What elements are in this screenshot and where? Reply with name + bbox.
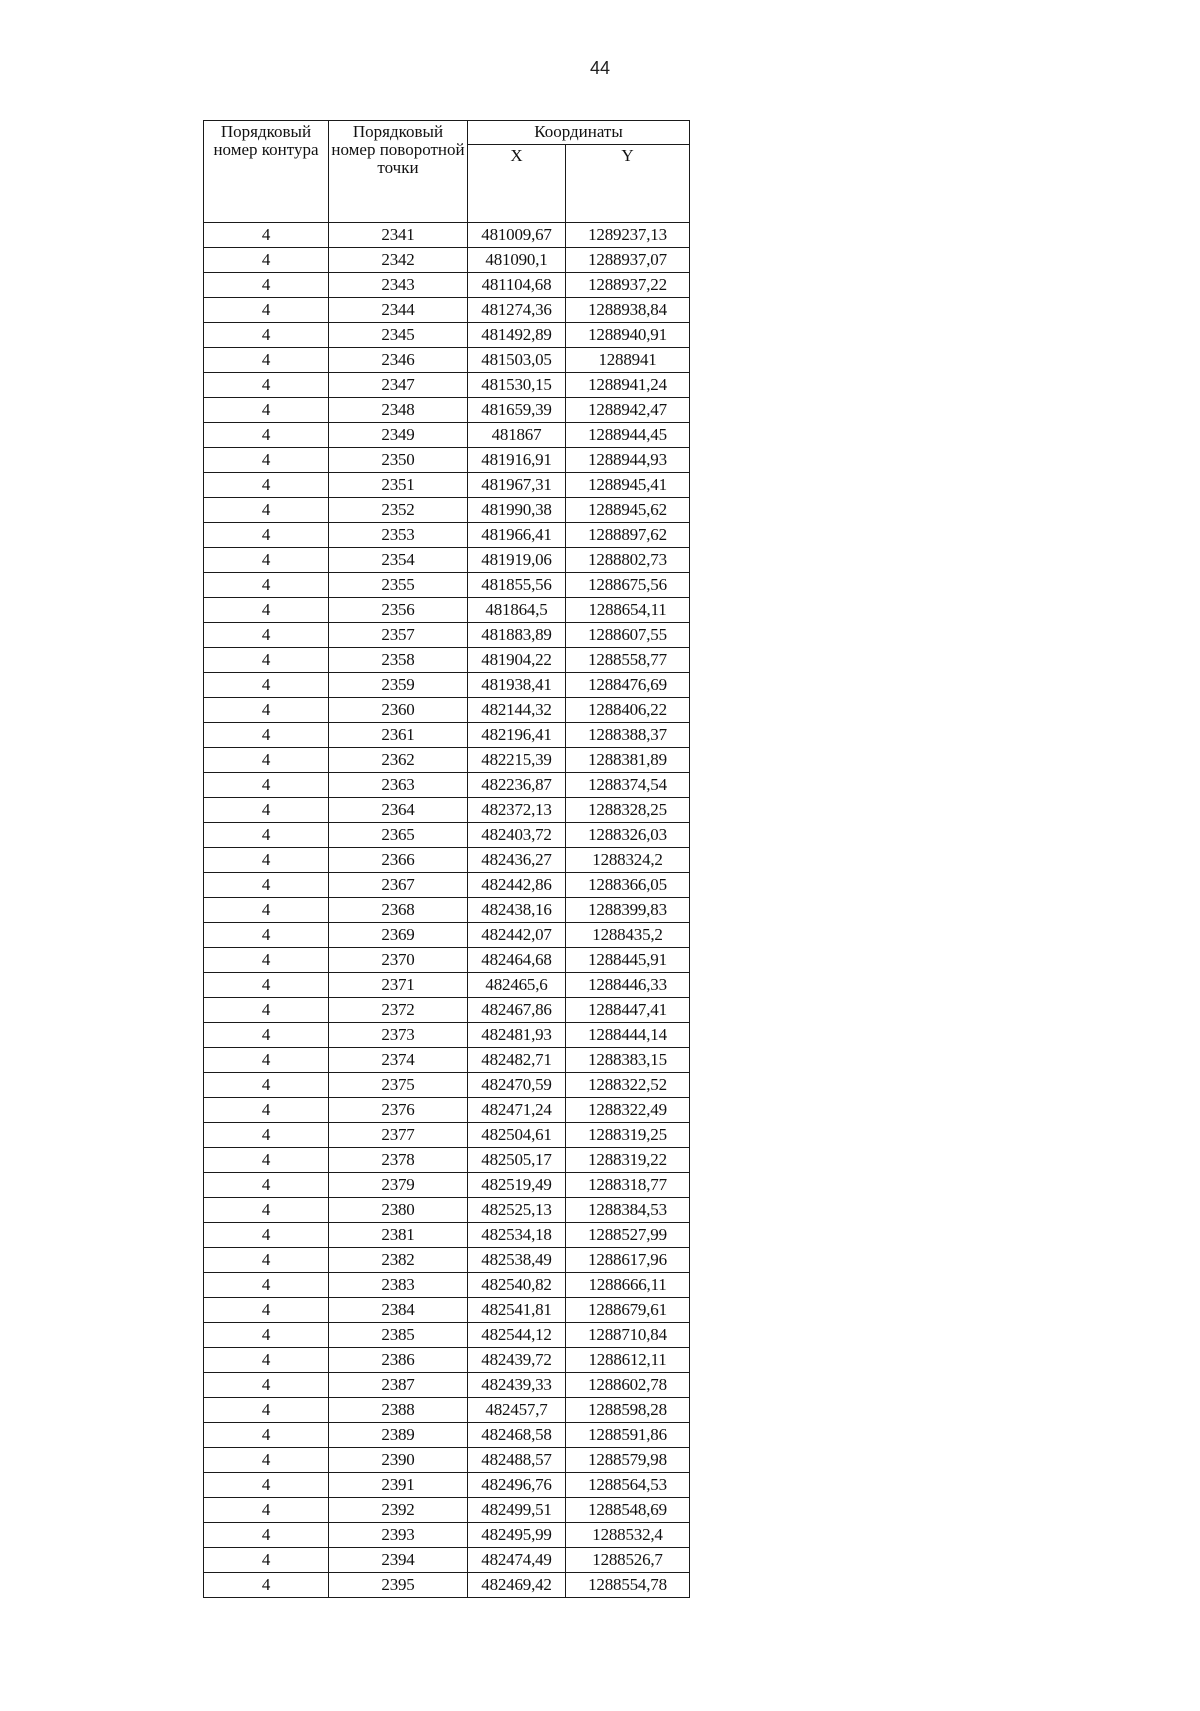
cell-contour-number: 4 bbox=[204, 598, 329, 623]
cell-x-coordinate: 481090,1 bbox=[468, 248, 566, 273]
table-row bbox=[204, 1523, 690, 1548]
cell-contour-number: 4 bbox=[204, 223, 329, 248]
cell-point-number: 2342 bbox=[329, 248, 468, 273]
cell-y-coordinate: 1288602,78 bbox=[566, 1373, 690, 1398]
table-row bbox=[204, 1223, 690, 1248]
cell-x-coordinate: 481919,06 bbox=[468, 548, 566, 573]
cell-contour-number: 4 bbox=[204, 948, 329, 973]
table-row bbox=[204, 1273, 690, 1298]
cell-point-number: 2363 bbox=[329, 773, 468, 798]
cell-point-number: 2393 bbox=[329, 1523, 468, 1548]
cell-contour-number: 4 bbox=[204, 373, 329, 398]
table-row bbox=[204, 498, 690, 523]
table-row bbox=[204, 273, 690, 298]
cell-point-number: 2373 bbox=[329, 1023, 468, 1048]
cell-contour-number: 4 bbox=[204, 1048, 329, 1073]
cell-contour-number: 4 bbox=[204, 973, 329, 998]
page-number: 44 bbox=[589, 58, 611, 78]
cell-y-coordinate: 1288446,33 bbox=[566, 973, 690, 998]
cell-x-coordinate: 482438,16 bbox=[468, 898, 566, 923]
table-row bbox=[204, 323, 690, 348]
cell-x-coordinate: 481904,22 bbox=[468, 648, 566, 673]
cell-contour-number: 4 bbox=[204, 1523, 329, 1548]
cell-contour-number: 4 bbox=[204, 348, 329, 373]
cell-point-number: 2390 bbox=[329, 1448, 468, 1473]
cell-y-coordinate: 1288945,62 bbox=[566, 498, 690, 523]
table-row bbox=[204, 748, 690, 773]
cell-x-coordinate: 482504,61 bbox=[468, 1123, 566, 1148]
cell-contour-number: 4 bbox=[204, 423, 329, 448]
table-row bbox=[204, 373, 690, 398]
cell-x-coordinate: 481916,91 bbox=[468, 448, 566, 473]
cell-x-coordinate: 482496,76 bbox=[468, 1473, 566, 1498]
table-row bbox=[204, 1173, 690, 1198]
cell-point-number: 2348 bbox=[329, 398, 468, 423]
table-row bbox=[204, 1373, 690, 1398]
cell-y-coordinate: 1288938,84 bbox=[566, 298, 690, 323]
cell-y-coordinate: 1288654,11 bbox=[566, 598, 690, 623]
cell-point-number: 2353 bbox=[329, 523, 468, 548]
cell-point-number: 2385 bbox=[329, 1323, 468, 1348]
cell-contour-number: 4 bbox=[204, 1373, 329, 1398]
table-row bbox=[204, 998, 690, 1023]
cell-point-number: 2384 bbox=[329, 1298, 468, 1323]
table-row bbox=[204, 623, 690, 648]
cell-x-coordinate: 482482,71 bbox=[468, 1048, 566, 1073]
coordinates-table bbox=[203, 120, 690, 1598]
table-row bbox=[204, 1023, 690, 1048]
cell-point-number: 2361 bbox=[329, 723, 468, 748]
cell-y-coordinate: 1288591,86 bbox=[566, 1423, 690, 1448]
cell-point-number: 2356 bbox=[329, 598, 468, 623]
cell-contour-number: 4 bbox=[204, 1173, 329, 1198]
header-coordinates: Координаты bbox=[468, 121, 690, 145]
table-row bbox=[204, 873, 690, 898]
cell-x-coordinate: 482495,99 bbox=[468, 1523, 566, 1548]
cell-point-number: 2368 bbox=[329, 898, 468, 923]
cell-x-coordinate: 481492,89 bbox=[468, 323, 566, 348]
table-row bbox=[204, 648, 690, 673]
cell-contour-number: 4 bbox=[204, 1198, 329, 1223]
cell-x-coordinate: 482534,18 bbox=[468, 1223, 566, 1248]
cell-y-coordinate: 1288617,96 bbox=[566, 1248, 690, 1273]
cell-x-coordinate: 481966,41 bbox=[468, 523, 566, 548]
cell-point-number: 2386 bbox=[329, 1348, 468, 1373]
cell-contour-number: 4 bbox=[204, 1298, 329, 1323]
table-row bbox=[204, 948, 690, 973]
cell-x-coordinate: 482236,87 bbox=[468, 773, 566, 798]
cell-contour-number: 4 bbox=[204, 1573, 329, 1598]
cell-point-number: 2359 bbox=[329, 673, 468, 698]
cell-x-coordinate: 481867 bbox=[468, 423, 566, 448]
cell-x-coordinate: 482144,32 bbox=[468, 698, 566, 723]
cell-contour-number: 4 bbox=[204, 1273, 329, 1298]
cell-point-number: 2392 bbox=[329, 1498, 468, 1523]
cell-y-coordinate: 1288324,2 bbox=[566, 848, 690, 873]
cell-y-coordinate: 1288937,22 bbox=[566, 273, 690, 298]
cell-contour-number: 4 bbox=[204, 448, 329, 473]
cell-y-coordinate: 1288322,49 bbox=[566, 1098, 690, 1123]
cell-point-number: 2376 bbox=[329, 1098, 468, 1123]
cell-point-number: 2379 bbox=[329, 1173, 468, 1198]
table-row bbox=[204, 1473, 690, 1498]
cell-x-coordinate: 482519,49 bbox=[468, 1173, 566, 1198]
table-row bbox=[204, 1098, 690, 1123]
cell-contour-number: 4 bbox=[204, 323, 329, 348]
cell-y-coordinate: 1288445,91 bbox=[566, 948, 690, 973]
table-row bbox=[204, 1123, 690, 1148]
cell-point-number: 2383 bbox=[329, 1273, 468, 1298]
table-row bbox=[204, 348, 690, 373]
cell-y-coordinate: 1288366,05 bbox=[566, 873, 690, 898]
cell-y-coordinate: 1289237,13 bbox=[566, 223, 690, 248]
cell-contour-number: 4 bbox=[204, 1148, 329, 1173]
cell-point-number: 2391 bbox=[329, 1473, 468, 1498]
cell-y-coordinate: 1288383,15 bbox=[566, 1048, 690, 1073]
cell-contour-number: 4 bbox=[204, 523, 329, 548]
cell-x-coordinate: 481883,89 bbox=[468, 623, 566, 648]
table-row bbox=[204, 1198, 690, 1223]
cell-contour-number: 4 bbox=[204, 248, 329, 273]
cell-point-number: 2367 bbox=[329, 873, 468, 898]
cell-x-coordinate: 481990,38 bbox=[468, 498, 566, 523]
cell-point-number: 2354 bbox=[329, 548, 468, 573]
cell-x-coordinate: 482540,82 bbox=[468, 1273, 566, 1298]
cell-point-number: 2374 bbox=[329, 1048, 468, 1073]
cell-point-number: 2355 bbox=[329, 573, 468, 598]
cell-y-coordinate: 1288598,28 bbox=[566, 1398, 690, 1423]
cell-y-coordinate: 1288374,54 bbox=[566, 773, 690, 798]
table-row bbox=[204, 898, 690, 923]
cell-x-coordinate: 481967,31 bbox=[468, 473, 566, 498]
cell-point-number: 2375 bbox=[329, 1073, 468, 1098]
table-header bbox=[204, 121, 690, 223]
cell-contour-number: 4 bbox=[204, 1023, 329, 1048]
cell-contour-number: 4 bbox=[204, 1223, 329, 1248]
cell-contour-number: 4 bbox=[204, 1448, 329, 1473]
cell-x-coordinate: 481659,39 bbox=[468, 398, 566, 423]
cell-y-coordinate: 1288666,11 bbox=[566, 1273, 690, 1298]
cell-y-coordinate: 1288554,78 bbox=[566, 1573, 690, 1598]
table-row bbox=[204, 848, 690, 873]
cell-y-coordinate: 1288319,25 bbox=[566, 1123, 690, 1148]
cell-contour-number: 4 bbox=[204, 398, 329, 423]
cell-point-number: 2381 bbox=[329, 1223, 468, 1248]
cell-point-number: 2341 bbox=[329, 223, 468, 248]
table-row bbox=[204, 1423, 690, 1448]
cell-y-coordinate: 1288679,61 bbox=[566, 1298, 690, 1323]
cell-x-coordinate: 482436,27 bbox=[468, 848, 566, 873]
header-point-number: Порядковый номер поворотной точки bbox=[329, 121, 468, 223]
table-row bbox=[204, 448, 690, 473]
cell-x-coordinate: 481274,36 bbox=[468, 298, 566, 323]
cell-contour-number: 4 bbox=[204, 573, 329, 598]
cell-y-coordinate: 1288447,41 bbox=[566, 998, 690, 1023]
cell-x-coordinate: 481855,56 bbox=[468, 573, 566, 598]
table-row bbox=[204, 773, 690, 798]
cell-y-coordinate: 1288399,83 bbox=[566, 898, 690, 923]
table-row bbox=[204, 598, 690, 623]
cell-contour-number: 4 bbox=[204, 1498, 329, 1523]
cell-x-coordinate: 482481,93 bbox=[468, 1023, 566, 1048]
cell-contour-number: 4 bbox=[204, 673, 329, 698]
cell-point-number: 2360 bbox=[329, 698, 468, 723]
cell-contour-number: 4 bbox=[204, 1398, 329, 1423]
cell-y-coordinate: 1288944,93 bbox=[566, 448, 690, 473]
cell-y-coordinate: 1288444,14 bbox=[566, 1023, 690, 1048]
cell-point-number: 2351 bbox=[329, 473, 468, 498]
cell-y-coordinate: 1288941 bbox=[566, 348, 690, 373]
cell-contour-number: 4 bbox=[204, 473, 329, 498]
cell-y-coordinate: 1288328,25 bbox=[566, 798, 690, 823]
cell-contour-number: 4 bbox=[204, 1473, 329, 1498]
cell-x-coordinate: 482196,41 bbox=[468, 723, 566, 748]
cell-y-coordinate: 1288710,84 bbox=[566, 1323, 690, 1348]
cell-y-coordinate: 1288802,73 bbox=[566, 548, 690, 573]
cell-y-coordinate: 1288406,22 bbox=[566, 698, 690, 723]
table-row bbox=[204, 1398, 690, 1423]
cell-point-number: 2347 bbox=[329, 373, 468, 398]
cell-point-number: 2344 bbox=[329, 298, 468, 323]
cell-x-coordinate: 482474,49 bbox=[468, 1548, 566, 1573]
cell-point-number: 2349 bbox=[329, 423, 468, 448]
cell-point-number: 2350 bbox=[329, 448, 468, 473]
cell-point-number: 2357 bbox=[329, 623, 468, 648]
cell-contour-number: 4 bbox=[204, 1423, 329, 1448]
table-row bbox=[204, 1448, 690, 1473]
cell-x-coordinate: 482505,17 bbox=[468, 1148, 566, 1173]
cell-x-coordinate: 482439,33 bbox=[468, 1373, 566, 1398]
cell-x-coordinate: 482442,86 bbox=[468, 873, 566, 898]
cell-contour-number: 4 bbox=[204, 648, 329, 673]
cell-y-coordinate: 1288607,55 bbox=[566, 623, 690, 648]
table-row bbox=[204, 298, 690, 323]
cell-x-coordinate: 482469,42 bbox=[468, 1573, 566, 1598]
cell-point-number: 2387 bbox=[329, 1373, 468, 1398]
cell-y-coordinate: 1288937,07 bbox=[566, 248, 690, 273]
table-row bbox=[204, 923, 690, 948]
table-row bbox=[204, 1498, 690, 1523]
cell-y-coordinate: 1288388,37 bbox=[566, 723, 690, 748]
cell-x-coordinate: 481503,05 bbox=[468, 348, 566, 373]
table-row bbox=[204, 223, 690, 248]
cell-x-coordinate: 482467,86 bbox=[468, 998, 566, 1023]
cell-x-coordinate: 482470,59 bbox=[468, 1073, 566, 1098]
cell-y-coordinate: 1288384,53 bbox=[566, 1198, 690, 1223]
cell-contour-number: 4 bbox=[204, 1548, 329, 1573]
table-row bbox=[204, 398, 690, 423]
table-row bbox=[204, 1323, 690, 1348]
table-row bbox=[204, 523, 690, 548]
table-row bbox=[204, 248, 690, 273]
table-row bbox=[204, 1148, 690, 1173]
cell-point-number: 2378 bbox=[329, 1148, 468, 1173]
table-row bbox=[204, 573, 690, 598]
cell-x-coordinate: 481530,15 bbox=[468, 373, 566, 398]
table-row bbox=[204, 1298, 690, 1323]
cell-y-coordinate: 1288579,98 bbox=[566, 1448, 690, 1473]
cell-x-coordinate: 482215,39 bbox=[468, 748, 566, 773]
table-row bbox=[204, 1048, 690, 1073]
cell-x-coordinate: 482544,12 bbox=[468, 1323, 566, 1348]
cell-contour-number: 4 bbox=[204, 923, 329, 948]
table-row bbox=[204, 798, 690, 823]
cell-point-number: 2362 bbox=[329, 748, 468, 773]
cell-y-coordinate: 1288322,52 bbox=[566, 1073, 690, 1098]
cell-contour-number: 4 bbox=[204, 998, 329, 1023]
cell-x-coordinate: 482439,72 bbox=[468, 1348, 566, 1373]
cell-x-coordinate: 481864,5 bbox=[468, 598, 566, 623]
cell-x-coordinate: 482541,81 bbox=[468, 1298, 566, 1323]
table-row bbox=[204, 1248, 690, 1273]
cell-contour-number: 4 bbox=[204, 1123, 329, 1148]
cell-contour-number: 4 bbox=[204, 698, 329, 723]
cell-point-number: 2365 bbox=[329, 823, 468, 848]
cell-y-coordinate: 1288318,77 bbox=[566, 1173, 690, 1198]
cell-point-number: 2364 bbox=[329, 798, 468, 823]
cell-x-coordinate: 481938,41 bbox=[468, 673, 566, 698]
cell-point-number: 2343 bbox=[329, 273, 468, 298]
cell-point-number: 2394 bbox=[329, 1548, 468, 1573]
table-row bbox=[204, 473, 690, 498]
cell-contour-number: 4 bbox=[204, 823, 329, 848]
cell-contour-number: 4 bbox=[204, 498, 329, 523]
table-row bbox=[204, 1573, 690, 1598]
cell-y-coordinate: 1288941,24 bbox=[566, 373, 690, 398]
cell-point-number: 2388 bbox=[329, 1398, 468, 1423]
cell-point-number: 2377 bbox=[329, 1123, 468, 1148]
cell-contour-number: 4 bbox=[204, 1348, 329, 1373]
table-row bbox=[204, 1348, 690, 1373]
table-body bbox=[204, 223, 690, 1598]
cell-point-number: 2366 bbox=[329, 848, 468, 873]
cell-x-coordinate: 482488,57 bbox=[468, 1448, 566, 1473]
cell-contour-number: 4 bbox=[204, 798, 329, 823]
cell-point-number: 2372 bbox=[329, 998, 468, 1023]
table-row bbox=[204, 823, 690, 848]
cell-x-coordinate: 482499,51 bbox=[468, 1498, 566, 1523]
table-row bbox=[204, 723, 690, 748]
cell-contour-number: 4 bbox=[204, 848, 329, 873]
cell-point-number: 2380 bbox=[329, 1198, 468, 1223]
cell-y-coordinate: 1288435,2 bbox=[566, 923, 690, 948]
cell-x-coordinate: 482372,13 bbox=[468, 798, 566, 823]
cell-x-coordinate: 482442,07 bbox=[468, 923, 566, 948]
cell-y-coordinate: 1288675,56 bbox=[566, 573, 690, 598]
cell-y-coordinate: 1288319,22 bbox=[566, 1148, 690, 1173]
cell-contour-number: 4 bbox=[204, 1323, 329, 1348]
cell-x-coordinate: 482457,7 bbox=[468, 1398, 566, 1423]
cell-x-coordinate: 482471,24 bbox=[468, 1098, 566, 1123]
cell-y-coordinate: 1288944,45 bbox=[566, 423, 690, 448]
cell-contour-number: 4 bbox=[204, 548, 329, 573]
cell-y-coordinate: 1288326,03 bbox=[566, 823, 690, 848]
cell-point-number: 2371 bbox=[329, 973, 468, 998]
cell-contour-number: 4 bbox=[204, 773, 329, 798]
cell-contour-number: 4 bbox=[204, 723, 329, 748]
cell-x-coordinate: 481104,68 bbox=[468, 273, 566, 298]
cell-y-coordinate: 1288476,69 bbox=[566, 673, 690, 698]
cell-x-coordinate: 481009,67 bbox=[468, 223, 566, 248]
cell-x-coordinate: 482538,49 bbox=[468, 1248, 566, 1273]
table-row bbox=[204, 548, 690, 573]
header-contour-number: Порядковый номер контура bbox=[204, 121, 329, 223]
cell-y-coordinate: 1288945,41 bbox=[566, 473, 690, 498]
table-row bbox=[204, 1548, 690, 1573]
cell-point-number: 2352 bbox=[329, 498, 468, 523]
cell-point-number: 2369 bbox=[329, 923, 468, 948]
table-row bbox=[204, 1073, 690, 1098]
cell-point-number: 2346 bbox=[329, 348, 468, 373]
cell-contour-number: 4 bbox=[204, 1098, 329, 1123]
cell-point-number: 2358 bbox=[329, 648, 468, 673]
header-x: X bbox=[468, 145, 566, 223]
cell-x-coordinate: 482465,6 bbox=[468, 973, 566, 998]
cell-y-coordinate: 1288532,4 bbox=[566, 1523, 690, 1548]
cell-point-number: 2395 bbox=[329, 1573, 468, 1598]
cell-y-coordinate: 1288942,47 bbox=[566, 398, 690, 423]
cell-contour-number: 4 bbox=[204, 1248, 329, 1273]
cell-y-coordinate: 1288564,53 bbox=[566, 1473, 690, 1498]
cell-point-number: 2370 bbox=[329, 948, 468, 973]
cell-contour-number: 4 bbox=[204, 748, 329, 773]
cell-y-coordinate: 1288527,99 bbox=[566, 1223, 690, 1248]
cell-y-coordinate: 1288381,89 bbox=[566, 748, 690, 773]
cell-contour-number: 4 bbox=[204, 1073, 329, 1098]
table-row bbox=[204, 698, 690, 723]
cell-y-coordinate: 1288897,62 bbox=[566, 523, 690, 548]
cell-contour-number: 4 bbox=[204, 623, 329, 648]
cell-contour-number: 4 bbox=[204, 273, 329, 298]
cell-point-number: 2389 bbox=[329, 1423, 468, 1448]
cell-x-coordinate: 482468,58 bbox=[468, 1423, 566, 1448]
cell-contour-number: 4 bbox=[204, 898, 329, 923]
table-row bbox=[204, 673, 690, 698]
table-row bbox=[204, 423, 690, 448]
cell-x-coordinate: 482464,68 bbox=[468, 948, 566, 973]
header-y: Y bbox=[566, 145, 690, 223]
cell-y-coordinate: 1288548,69 bbox=[566, 1498, 690, 1523]
cell-y-coordinate: 1288612,11 bbox=[566, 1348, 690, 1373]
cell-contour-number: 4 bbox=[204, 873, 329, 898]
cell-x-coordinate: 482525,13 bbox=[468, 1198, 566, 1223]
cell-point-number: 2382 bbox=[329, 1248, 468, 1273]
cell-y-coordinate: 1288526,7 bbox=[566, 1548, 690, 1573]
cell-contour-number: 4 bbox=[204, 298, 329, 323]
cell-y-coordinate: 1288940,91 bbox=[566, 323, 690, 348]
table-row bbox=[204, 973, 690, 998]
cell-y-coordinate: 1288558,77 bbox=[566, 648, 690, 673]
cell-point-number: 2345 bbox=[329, 323, 468, 348]
cell-x-coordinate: 482403,72 bbox=[468, 823, 566, 848]
